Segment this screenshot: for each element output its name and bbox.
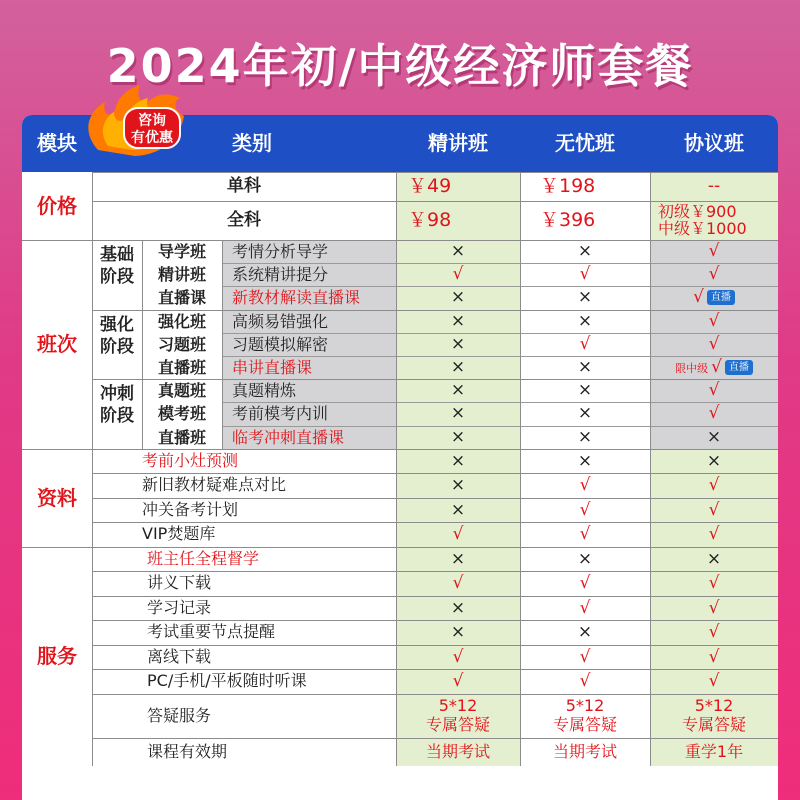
header-col-xieyi: 协议班 <box>684 131 744 155</box>
row-divider <box>92 571 778 572</box>
badge-line2: 有优惠 <box>131 130 173 146</box>
mark-wuyou: √ <box>579 646 591 667</box>
qa-top: 5*12 <box>694 695 734 715</box>
stage-label: 阶段 <box>100 336 134 357</box>
stage-label: 阶段 <box>100 406 134 427</box>
mark-wuyou: × <box>577 241 593 261</box>
qa-bottom: 专属答疑 <box>552 714 617 734</box>
price-value-junior: 初级￥900 <box>658 203 737 221</box>
mark-xieyi: √ <box>708 646 720 667</box>
mark-wuyou: √ <box>579 573 591 594</box>
service-item: 讲义下载 <box>147 573 212 593</box>
stage-label: 基础 <box>100 245 134 265</box>
live-tag: 直播 <box>707 290 735 305</box>
price-single-label: 单科 <box>227 176 261 196</box>
col-divider <box>222 240 223 449</box>
mark-jingjiang: × <box>450 241 466 261</box>
service-item: PC/手机/平板随时听课 <box>147 671 307 691</box>
qa-top: 5*12 <box>438 695 478 715</box>
consult-badge[interactable] <box>80 80 190 160</box>
class-type: 模考班 <box>157 404 206 424</box>
mark-jingjiang: √ <box>452 573 464 594</box>
mark-jingjiang: √ <box>452 646 464 667</box>
col-divider <box>650 172 651 766</box>
col-divider <box>396 172 397 766</box>
mark-xieyi: √ <box>708 573 720 594</box>
validity-wuyou: 当期考试 <box>552 741 617 761</box>
row-divider <box>92 522 778 523</box>
class-type: 真题班 <box>157 381 206 401</box>
mark-xieyi: √ <box>708 499 720 520</box>
price-value: ￥98 <box>408 209 452 231</box>
mark-xieyi: √ <box>708 380 720 401</box>
comparison-table <box>22 115 778 800</box>
mark-wuyou: √ <box>579 499 591 520</box>
service-item: 班主任全程督学 <box>147 548 260 568</box>
mark-jingjiang: × <box>450 357 466 377</box>
mark-wuyou: × <box>577 380 593 401</box>
class-type: 精讲班 <box>157 265 206 285</box>
mark-wuyou: √ <box>579 524 591 545</box>
row-divider <box>222 286 778 287</box>
row-divider <box>92 498 778 499</box>
material-item: 考前小灶预测 <box>142 450 239 470</box>
class-desc: 新教材解读直播课 <box>232 288 361 308</box>
class-type: 习题班 <box>157 334 206 354</box>
live-tag: 直播 <box>725 360 753 375</box>
row-divider <box>22 547 778 548</box>
price-full-label: 全科 <box>227 210 261 230</box>
mark-jingjiang: × <box>450 333 466 354</box>
class-desc: 串讲直播课 <box>232 358 313 377</box>
mark-wuyou: × <box>577 622 593 643</box>
validity-xieyi: 重学1年 <box>684 741 744 761</box>
class-type: 直播班 <box>157 358 206 377</box>
row-divider <box>92 596 778 597</box>
qa-bottom: 专属答疑 <box>425 714 490 734</box>
mark-wuyou: × <box>577 310 593 331</box>
section-materials: 资料 <box>37 485 77 510</box>
mark-xieyi: × <box>706 450 722 471</box>
mark-xieyi: √ <box>708 403 720 424</box>
mark-wuyou: √ <box>579 671 591 692</box>
mark-jingjiang: √ <box>452 671 464 692</box>
row-divider <box>22 240 778 241</box>
mark-wuyou: × <box>577 548 593 569</box>
mark-wuyou: × <box>577 426 593 447</box>
row-divider <box>92 310 778 311</box>
mark-jingjiang: × <box>450 548 466 569</box>
header-col-wuyou: 无忧班 <box>555 131 615 155</box>
row-divider <box>92 669 778 670</box>
mark-xieyi: √ <box>708 622 720 643</box>
mark-jingjiang: × <box>450 310 466 331</box>
class-type: 强化班 <box>157 311 206 331</box>
header-category: 类别 <box>232 131 272 155</box>
mark-xieyi: 限中级 √ 直播 <box>650 356 778 379</box>
class-desc: 考前模考内训 <box>232 404 329 424</box>
qa-bottom: 专属答疑 <box>681 714 746 734</box>
col-divider <box>92 172 93 766</box>
mark-wuyou: × <box>577 450 593 471</box>
mark-jingjiang: × <box>450 475 466 496</box>
header-col-jingjiang: 精讲班 <box>428 131 488 155</box>
mark-xieyi: √ <box>708 475 720 496</box>
section-price: 价格 <box>37 194 77 218</box>
mark-wuyou: × <box>577 357 593 377</box>
stage-label: 强化 <box>100 314 134 335</box>
mark-wuyou: √ <box>579 333 591 354</box>
class-desc: 真题精炼 <box>232 381 297 401</box>
class-type: 直播课 <box>157 288 206 308</box>
row-divider <box>92 645 778 646</box>
row-divider <box>92 473 778 474</box>
header-module: 模块 <box>37 131 77 155</box>
class-desc: 考情分析导学 <box>232 242 329 261</box>
mark-wuyou: √ <box>579 597 591 618</box>
mark-xieyi: √ <box>708 597 720 618</box>
section-classes: 班次 <box>37 332 77 356</box>
mark-jingjiang: × <box>450 403 466 424</box>
service-item: 学习记录 <box>147 597 212 617</box>
mark-jingjiang: × <box>450 499 466 520</box>
mark-xieyi: × <box>706 548 722 569</box>
mark-jingjiang: × <box>450 597 466 618</box>
service-item: 考试重要节点提醒 <box>147 622 276 642</box>
mark-wuyou: √ <box>579 264 591 285</box>
stage-label: 阶段 <box>100 267 134 287</box>
qa-top: 5*12 <box>565 695 605 715</box>
mark-wuyou: √ <box>579 475 591 496</box>
price-value-middle: 中级￥1000 <box>658 220 747 238</box>
stage-label: 冲刺 <box>100 384 134 405</box>
class-desc: 高频易错强化 <box>232 311 329 331</box>
row-divider <box>22 449 778 450</box>
price-value: -- <box>707 176 721 196</box>
class-type: 直播班 <box>157 427 206 447</box>
col-divider <box>520 172 521 766</box>
row-divider <box>222 333 778 334</box>
mark-xieyi: √ <box>708 264 720 285</box>
page-title: 2024年初/中级经济师套餐 <box>106 39 694 93</box>
row-divider <box>222 426 778 427</box>
row-divider <box>92 172 778 173</box>
limit-label: 限中级 <box>675 362 709 375</box>
price-value: ￥49 <box>408 175 452 197</box>
class-desc: 临考冲刺直播课 <box>232 427 345 447</box>
col-divider <box>142 240 143 449</box>
mark-jingjiang: × <box>450 426 466 447</box>
mark-wuyou: × <box>577 287 593 308</box>
material-item: 冲关备考计划 <box>142 499 239 519</box>
mark-xieyi: √ <box>708 671 720 692</box>
mark-xieyi: √ 直播 <box>650 286 778 309</box>
qa-label: 答疑服务 <box>147 705 212 725</box>
material-item: VIP焚题库 <box>142 524 216 544</box>
material-item: 新旧教材疑难点对比 <box>142 475 287 495</box>
row-divider <box>222 356 778 357</box>
mark-xieyi: √ <box>708 241 720 261</box>
row-divider <box>222 402 778 403</box>
mark-jingjiang: √ <box>452 264 464 285</box>
validity-label: 课程有效期 <box>147 741 228 761</box>
section-service: 服务 <box>37 643 77 668</box>
mark-jingjiang: × <box>450 380 466 401</box>
mark-xieyi: √ <box>708 310 720 331</box>
class-type: 导学班 <box>157 242 206 261</box>
mark-jingjiang: × <box>450 450 466 471</box>
mark-jingjiang: × <box>450 287 466 308</box>
row-divider <box>92 379 778 380</box>
row-divider <box>222 263 778 264</box>
mark-xieyi: √ <box>708 524 720 545</box>
class-desc: 习题模拟解密 <box>232 334 329 354</box>
mark-xieyi: × <box>706 426 722 447</box>
price-value: ￥396 <box>540 209 596 231</box>
mark-xieyi: √ <box>708 333 720 354</box>
mark-jingjiang: √ <box>452 524 464 545</box>
row-divider <box>92 201 778 202</box>
service-item: 离线下载 <box>147 646 212 666</box>
validity-jingjiang: 当期考试 <box>425 741 490 761</box>
mark-jingjiang: × <box>450 622 466 643</box>
row-divider <box>92 620 778 621</box>
price-value: ￥198 <box>540 175 596 197</box>
mark-wuyou: × <box>577 403 593 424</box>
badge-line1: 咨询 <box>138 113 166 129</box>
class-desc: 系统精讲提分 <box>232 265 329 285</box>
